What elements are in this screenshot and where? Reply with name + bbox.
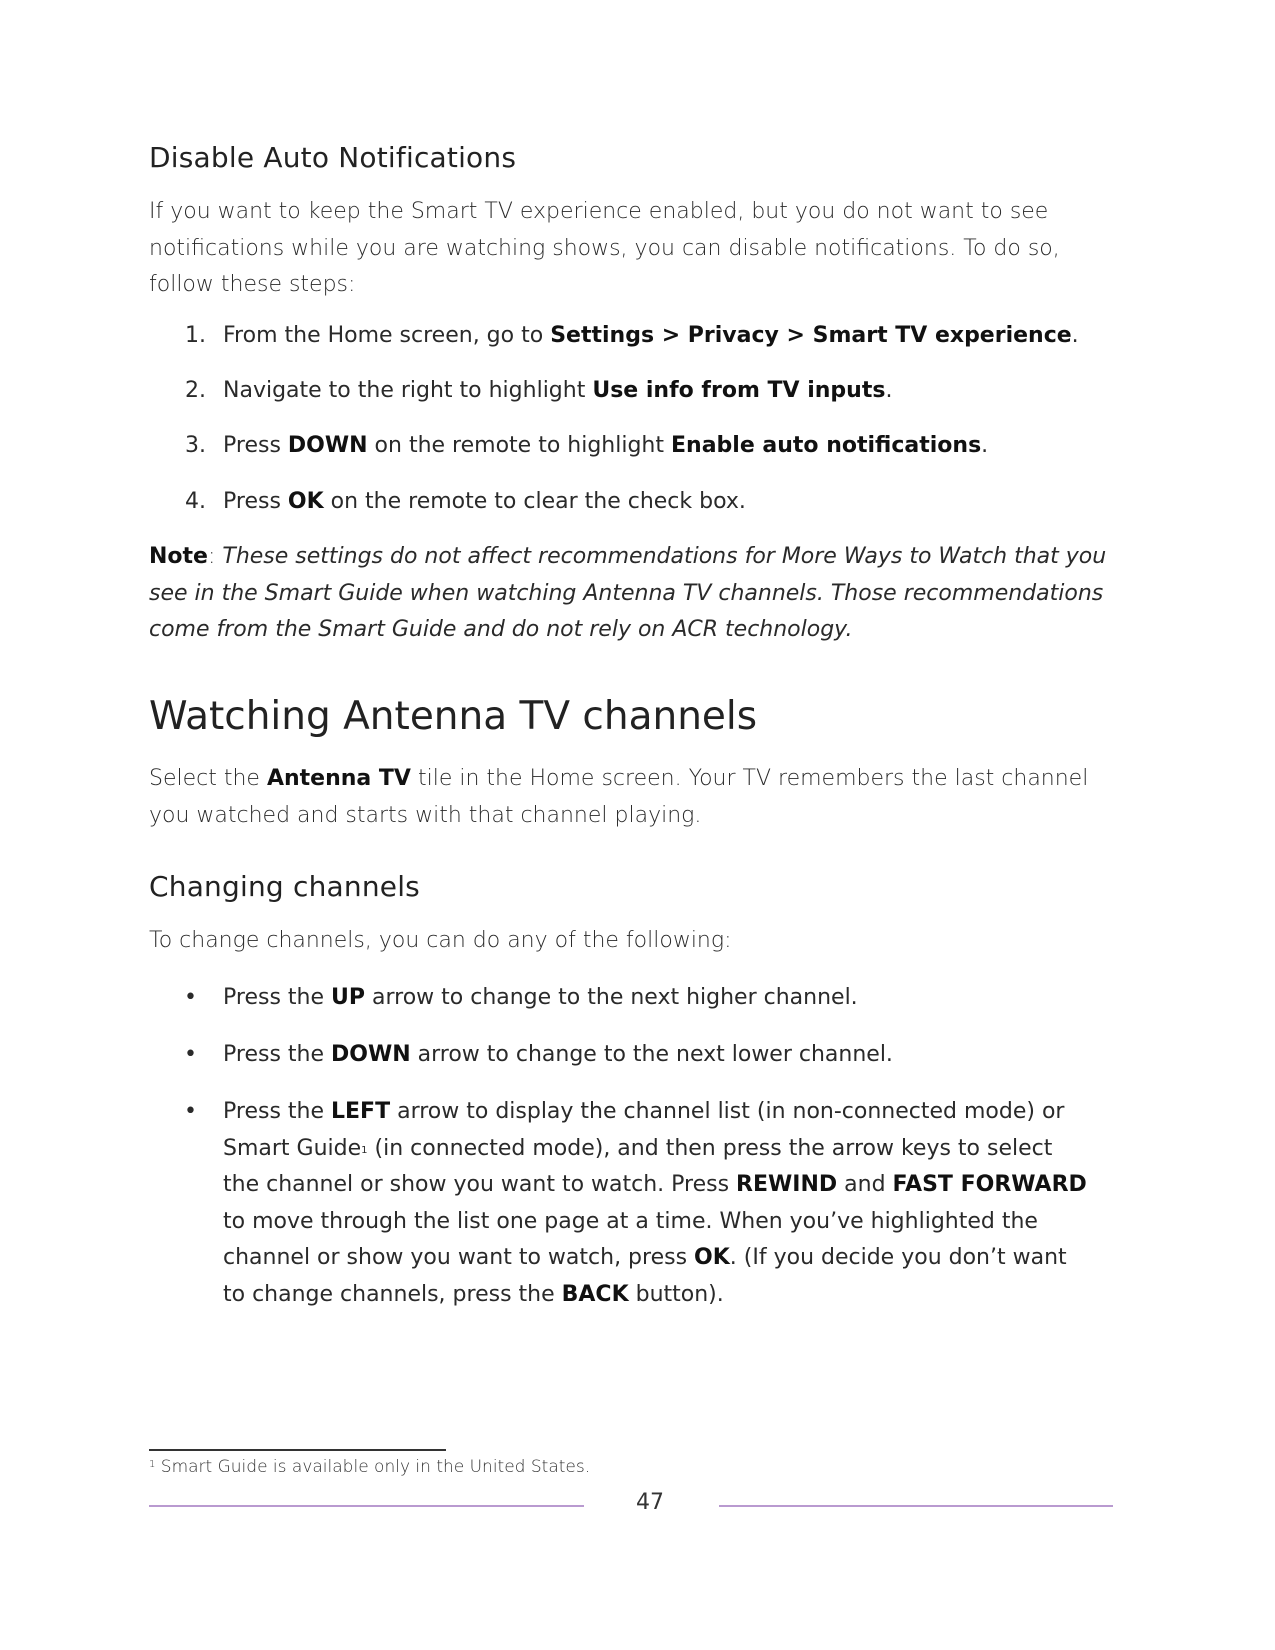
footnote-marker: 1 <box>361 1144 368 1156</box>
intro-paragraph: If you want to keep the Smart TV experience enabled, but you do not want to see notifications while you are watching shows, you can disable notifications. To do so, follow these steps: <box>149 199 1060 297</box>
footnote: $^1$ Smart Guide is available only in the United States. <box>149 1457 591 1477</box>
footer-line-right <box>719 1505 1113 1507</box>
page-number: 47 <box>636 1490 664 1515</box>
note-label: Note <box>149 544 208 569</box>
page-title-watching-antenna: Watching Antenna TV channels <box>149 694 758 739</box>
antenna-intro-paragraph: Select the Antenna TV tile in the Home screen. Your TV remembers the last channel you watched and starts with that channel playing. <box>149 766 1089 828</box>
note-text: These settings do not affect recommendations for More Ways to Watch that you see in the Smart Guide when watching Antenna TV channels. Those recommendations come from the Smart Guide and do not rely on ACR technology. <box>149 544 1107 642</box>
section-heading-changing-channels: Changing channels <box>149 870 420 903</box>
section-heading-disable-notifications: Disable Auto Notifications <box>149 141 517 174</box>
note-paragraph: Note: These settings do not affect recommendations for More Ways to Watch that you see in the Smart Guide when watching Antenna TV channels. Those recommendations come from the Smart Guide and do not rely on ACR technology. <box>149 544 1107 642</box>
footer-line-left <box>149 1505 584 1507</box>
changing-intro-paragraph: To change channels, you can do any of the following: <box>149 928 732 953</box>
footnote-divider <box>149 1449 446 1451</box>
